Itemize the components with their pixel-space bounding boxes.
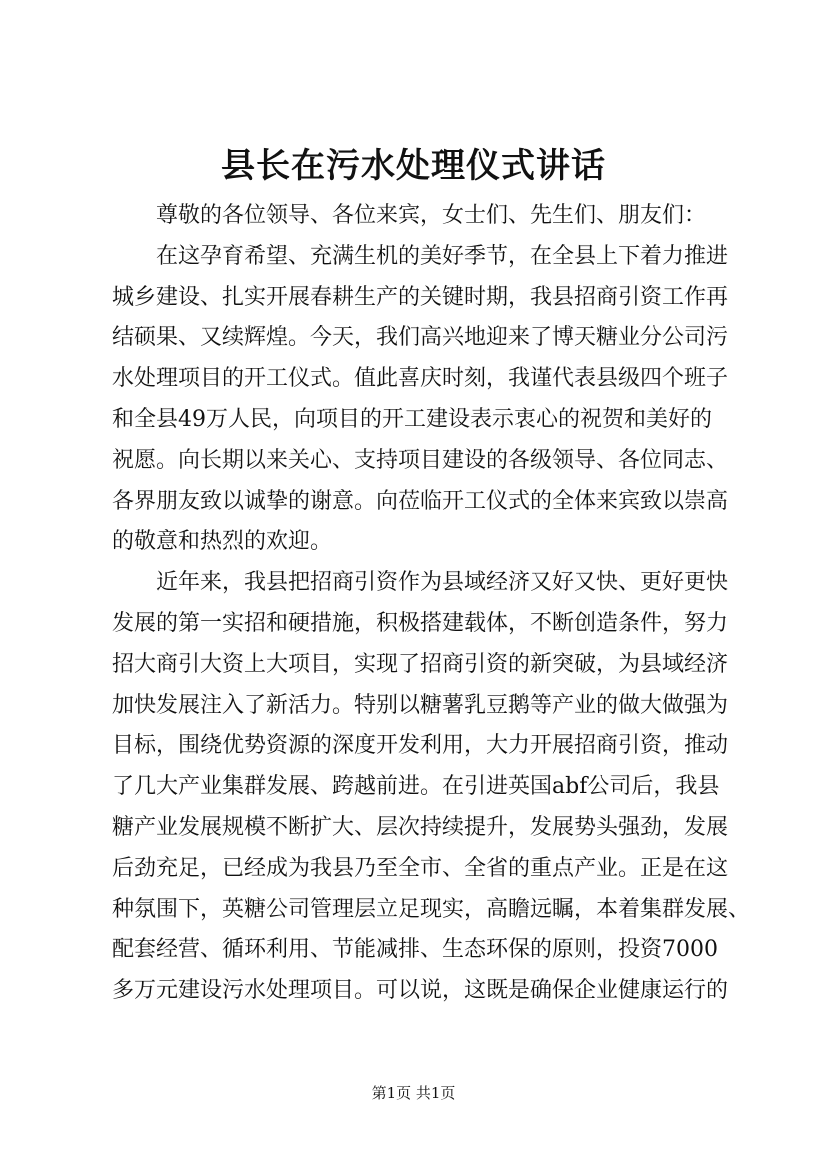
- paragraph-line: 后劲充足，已经成为我县乃至全市、全省的重点产业。正是在这: [112, 855, 729, 881]
- paragraph-line: 水处理项目的开工仪式。值此喜庆时刻，我谨代表县级四个班子: [112, 366, 729, 392]
- paragraph-line: 在这孕育希望、充满生机的美好季节，在全县上下着力推进: [156, 243, 729, 269]
- paragraph-line: 配套经营、循环利用、节能减排、生态环保的原则，投资7000: [112, 937, 718, 963]
- paragraph-line: 目标，围绕优势资源的深度开发利用，大力开展招商引资，推动: [112, 733, 729, 759]
- paragraph-line: 各界朋友致以诚挚的谢意。向莅临开工仪式的全体来宾致以崇高: [112, 488, 729, 514]
- paragraph-line: 城乡建设、扎实开展春耕生产的关键时期，我县招商引资工作再: [112, 284, 729, 310]
- paragraph-line: 加快发展注入了新活力。特别以糖薯乳豆鹅等产业的做大做强为: [112, 692, 729, 718]
- paragraph-line: 的敬意和热烈的欢迎。: [112, 529, 333, 555]
- paragraph-line: 和全县49万人民，向项目的开工建设表示衷心的祝贺和美好的: [112, 406, 712, 432]
- paragraph-line: 种氛围下，英糖公司管理层立足现实，高瞻远瞩，本着集群发展、: [112, 896, 751, 922]
- paragraph-line: 近年来，我县把招商引资作为县域经济又好又快、更好更快: [156, 570, 729, 596]
- paragraph-line: 了几大产业集群发展、跨越前进。在引进英国abf公司后，我县: [112, 774, 720, 800]
- paragraph-line: 发展的第一实招和硬措施，积极搭建载体，不断创造条件，努力: [112, 610, 729, 636]
- paragraph-line: 多万元建设污水处理项目。可以说，这既是确保企业健康运行的: [112, 978, 729, 1004]
- salutation-line: 尊敬的各位领导、各位来宾，女士们、先生们、朋友们：: [156, 203, 707, 228]
- document-body: [112, 196, 751, 1012]
- page-footer: 第1页 共1页: [371, 1084, 456, 1102]
- paragraph-line: 招大商引大资上大项目，实现了招商引资的新突破，为县域经济: [112, 651, 729, 677]
- document-title: 县长在污水处理仪式讲话: [221, 146, 606, 186]
- paragraph-line: 结硕果、又续辉煌。今天，我们高兴地迎来了博天糖业分公司污: [112, 325, 729, 351]
- paragraph-line: 糖产业发展规模不断扩大、层次持续提升，发展势头强劲，发展: [112, 814, 729, 840]
- paragraph-line: 祝愿。向长期以来关心、支持项目建设的各级领导、各位同志、: [112, 447, 729, 473]
